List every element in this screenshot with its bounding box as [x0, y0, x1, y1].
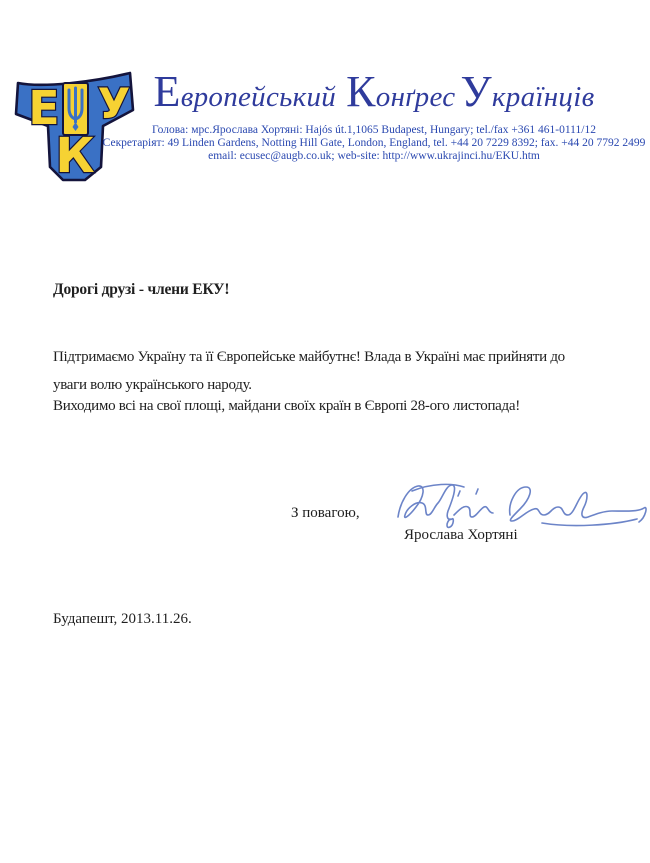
title-word-2: онґрес: [375, 81, 456, 113]
body-line-2: уваги волю українського народу.: [53, 377, 252, 393]
title-initial-3: У: [460, 67, 492, 116]
title-initial-2: К: [346, 67, 376, 116]
contact-line-secretariat: Секретаріят: 49 Linden Gardens, Notting Hill Gate, London, England, tel. +44 20 7229 8392; fax. +44 20 7792 2499: [102, 137, 646, 149]
closing-phrase: З повагою,: [291, 505, 360, 521]
salutation: Дорогі друзі - члени ЕКУ!: [53, 281, 230, 298]
letterhead: [98, 67, 650, 163]
body-line-1: Підтримаємо Україну та її Європейське майбутнє! Влада в Україні має прийняти до: [53, 349, 565, 365]
logo-letter-e: Е: [28, 81, 60, 135]
contact-line-email-web: email: ecusec@augb.co.uk; web-site: http://www.ukrajinci.hu/EKU.htm: [208, 150, 540, 162]
logo-letter-u: У: [97, 79, 131, 128]
signature: [392, 477, 650, 529]
title-initial-1: Е: [153, 67, 181, 116]
dateline: Будапешт, 2013.11.26.: [53, 611, 192, 627]
signer-name: Ярослава Хортяні: [404, 527, 518, 543]
title-word-3: країнців: [491, 81, 595, 113]
title-word-1: вропейський: [180, 81, 337, 113]
contact-line-chair: Голова: мрс.Ярослава Хортяні: Hajós út.1,1065 Budapest, Hungary; tel./fax +361 461-0111/12: [152, 124, 596, 136]
logo-letter-k: К: [55, 128, 95, 184]
body-line-3: Виходимо всі на свої площі, майдани своїх країн в Європі 28-ого листопада!: [53, 398, 520, 414]
org-title: [98, 67, 650, 124]
